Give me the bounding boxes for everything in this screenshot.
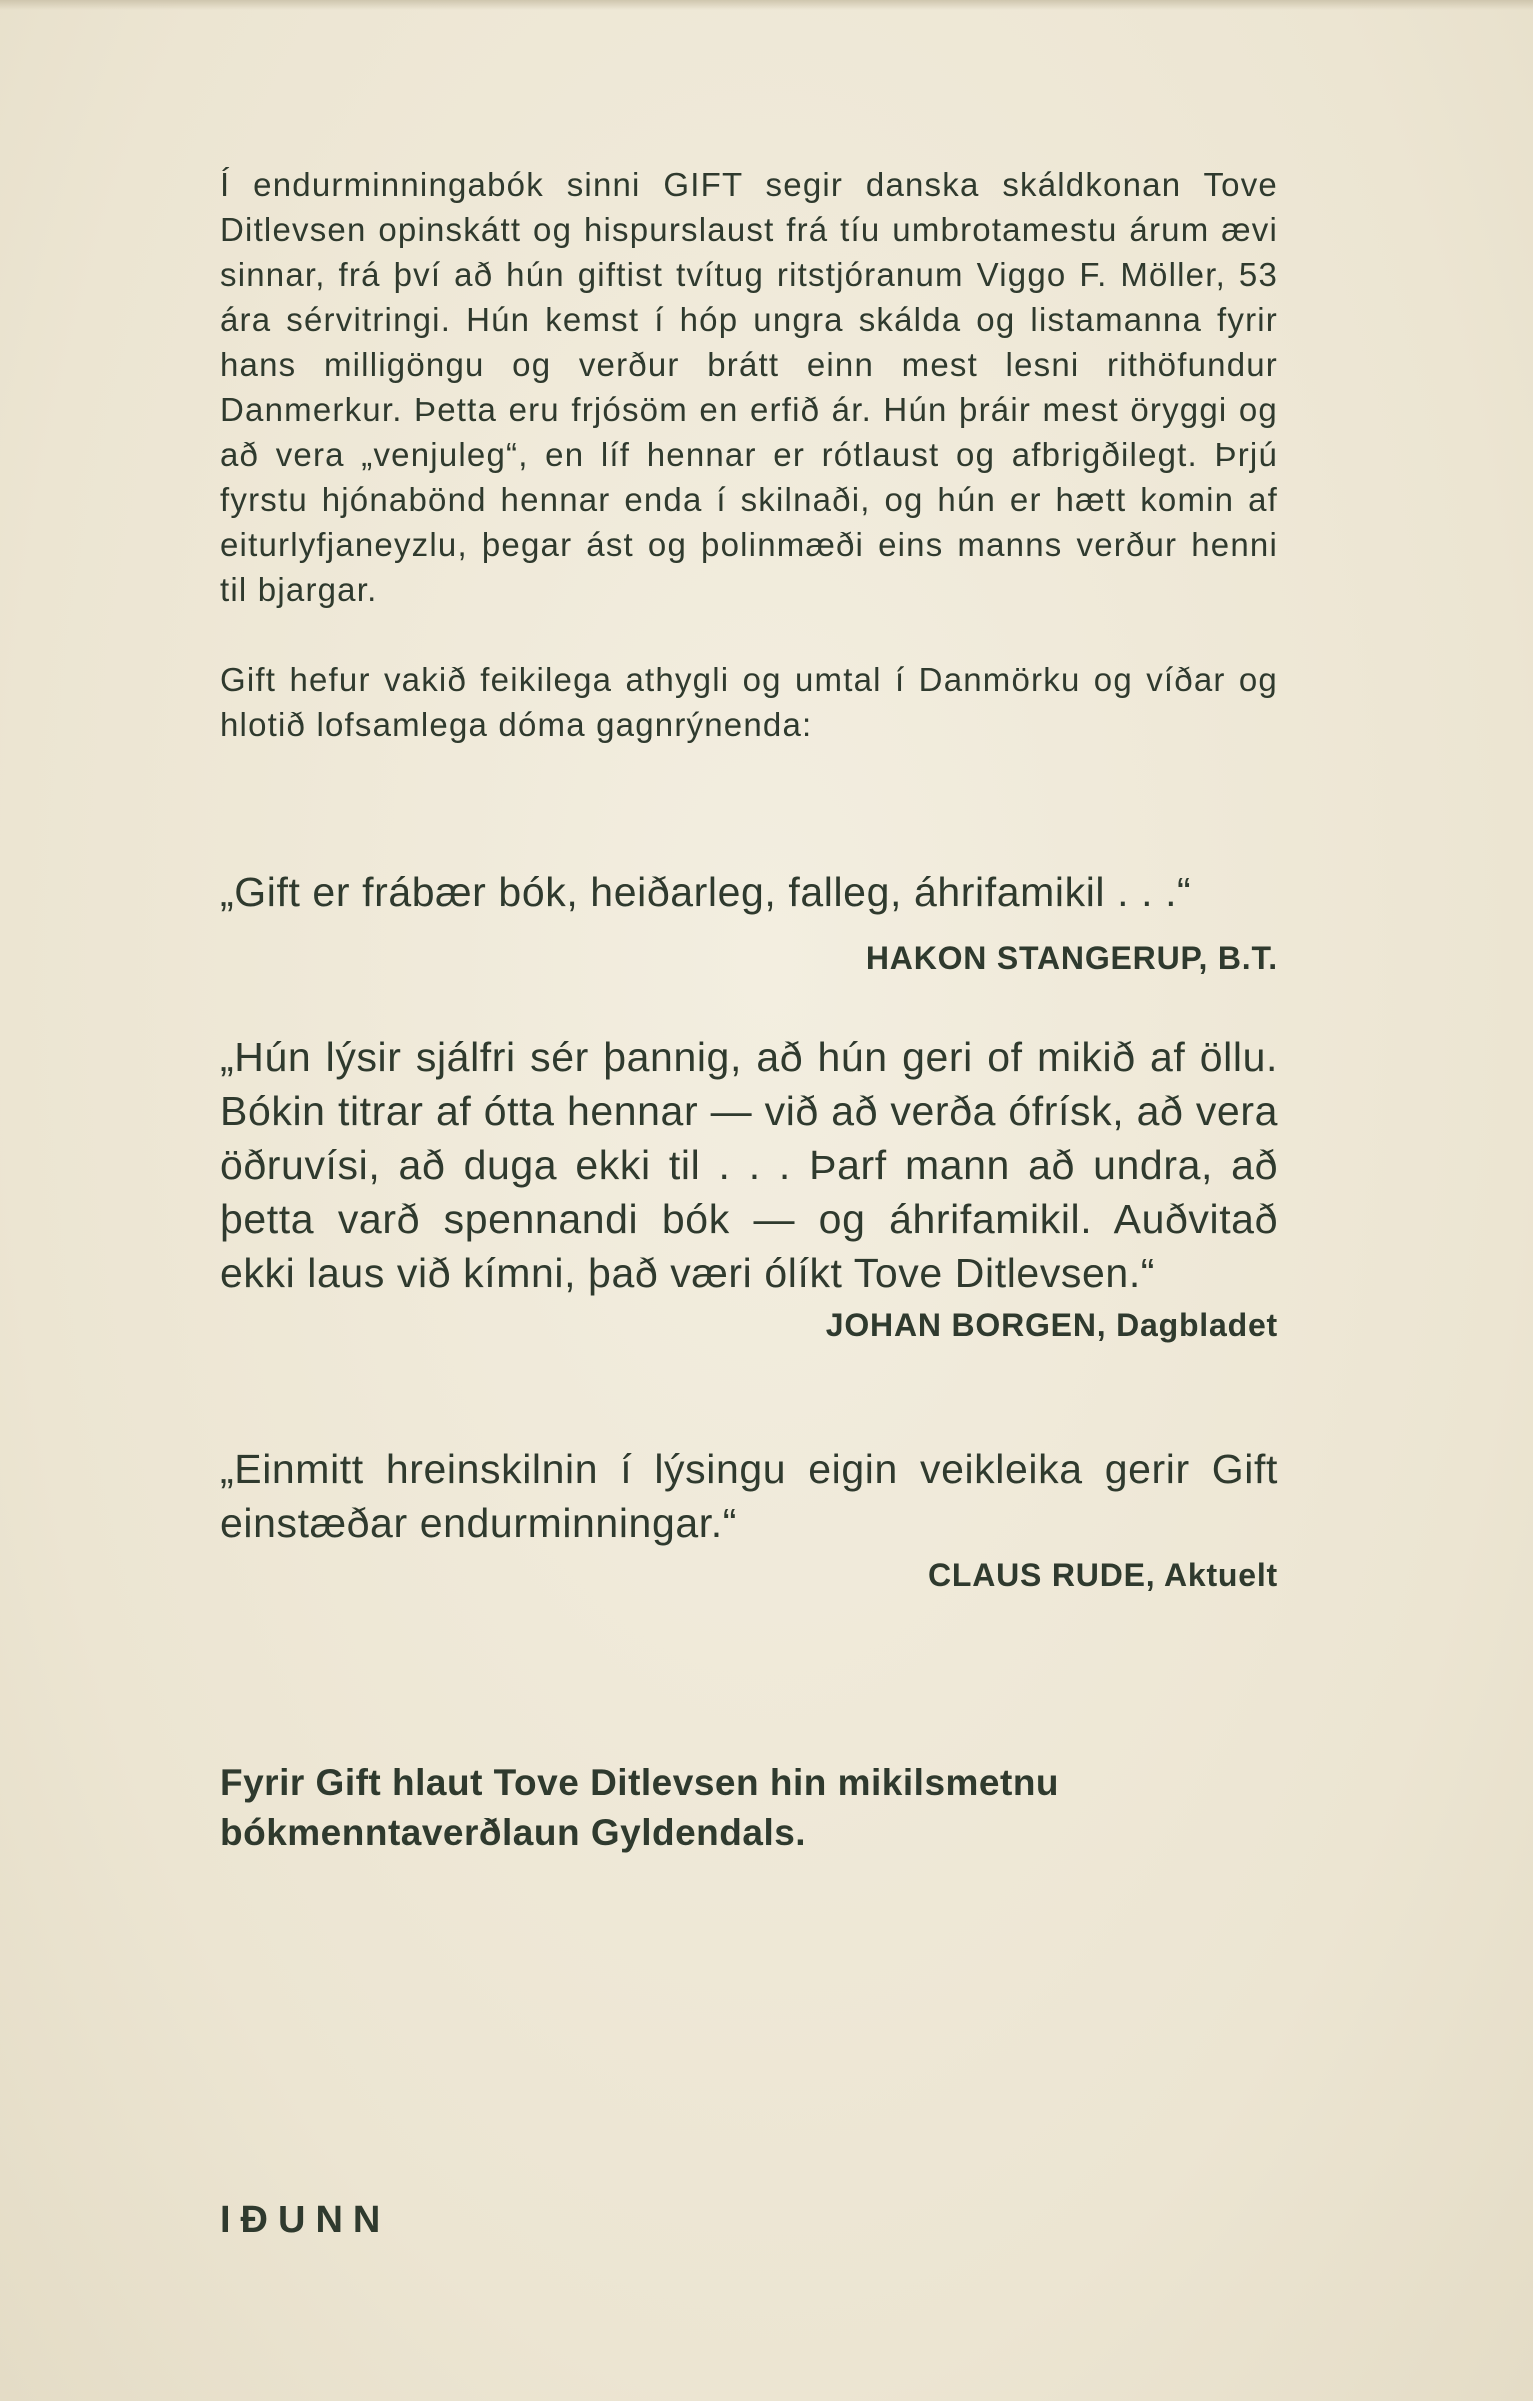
award-statement bbox=[220, 1758, 1278, 1858]
award-text: Fyrir Gift hlaut Tove Ditlevsen hin mikilsmetnu bókmenntaverðlaun Gyldendals. bbox=[220, 1762, 1060, 1853]
quote-text: „Einmitt hreinskilnin í lýsingu eigin veikleika gerir Gift einstæðar endurminningar.“ bbox=[220, 1446, 1278, 1546]
intro-paragraph-1: Í endurminningabók sinni GIFT segir danska skáldkonan Tove Ditlevsen opinskátt og hispurslaust frá tíu umbrotamestu árum ævi sinnar, frá því að hún giftist tvítug ritstjóranum Viggo F. Möller, 53 ára sérvitringi. Hún kemst í hóp ungra skálda og listamanna fyrir hans milligöngu og verður brátt einn mest lesni rithöfundur Danmerkur. Þetta eru frjósöm en erfið ár. Hún þráir mest öryggi og að vera „venjuleg“, en líf hennar er rótlaust og afbrigðilegt. Þrjú fyrstu hjónabönd hennar enda í skilnaði, og hún er hætt komin af eiturlyfjaneyzlu, þegar ást og þolinmæði eins manns verður henni til bjargar. bbox=[220, 166, 1278, 608]
quote-attribution: JOHAN BORGEN, Dagbladet bbox=[825, 1307, 1278, 1343]
quote-attribution: CLAUS RUDE, Aktuelt bbox=[927, 1557, 1278, 1593]
intro-text bbox=[220, 162, 1278, 747]
cover-top-edge bbox=[0, 0, 1533, 10]
quote-attribution: HAKON STANGERUP, B.T. bbox=[865, 940, 1278, 976]
quote-text: „Gift er frábær bók, heiðarleg, falleg, áhrifamikil . . .“ bbox=[220, 869, 1192, 915]
publisher-name: IÐUNN bbox=[220, 2199, 391, 2241]
intro-paragraph-2: Gift hefur vakið feikilega athygli og umtal í Danmörku og víðar og hlotið lofsamlega dóma gagnrýnenda: bbox=[220, 661, 1278, 743]
review-quote-2 bbox=[220, 1030, 1278, 1348]
quote-text: „Hún lýsir sjálfri sér þannig, að hún geri of mikið af öllu. Bókin titrar af ótta hennar — við að verða ófrísk, að vera öðruvísi, að duga ekki til . . . Þarf mann að undra, að þetta varð spennandi bók — og áhrifamikil. Auðvitað ekki laus við kímni, það væri ólíkt Tove Ditlevsen.“ bbox=[220, 1034, 1278, 1296]
review-quote-3 bbox=[220, 1442, 1278, 1598]
review-quote-1 bbox=[220, 865, 1278, 976]
